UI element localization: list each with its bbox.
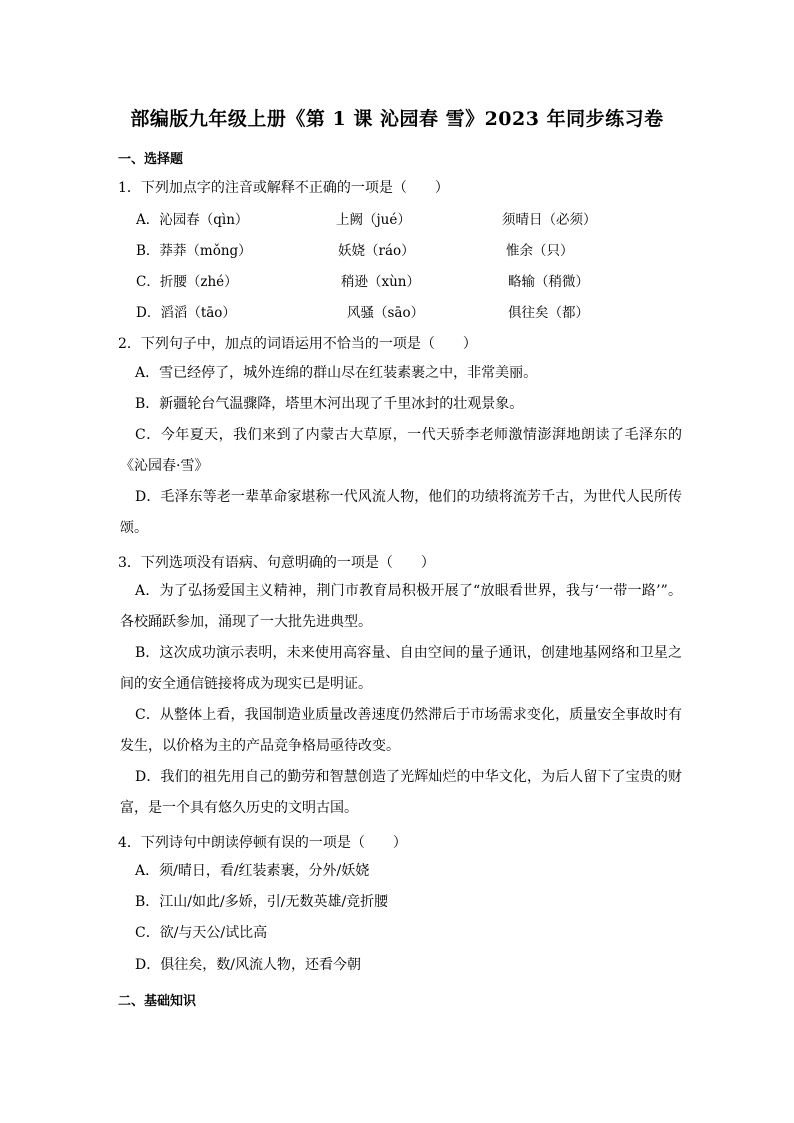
- q1-d-col1: D．滔滔（tāo）: [136, 305, 236, 321]
- question-4-option-a: A．须/晴日，看/红装素裹，分外/妖娆: [135, 863, 370, 879]
- question-1-row-a: [0, 208, 794, 230]
- question-2-option-d: D．毛泽东等老一辈革命家堪称一代风流人物，他们的功绩将流芳千古，为世代人民所传颂。: [120, 489, 682, 536]
- q1-b-col3: 惟余（只）: [506, 243, 574, 259]
- q1-c-col3: 略输（稍微）: [508, 274, 589, 290]
- question-3-option-d: D．我们的祖先用自己的勤劳和智慧创造了光辉灿烂的中华文化，为后人留下了宝贵的财富，是一个具有悠久历史的文明古国。: [120, 769, 682, 816]
- q1-d-col3: 俱往矣（都）: [508, 305, 589, 321]
- question-4-option-c: C．欲/与天公/试比高: [135, 925, 268, 941]
- question-3-option-c: C．从整体上看，我国制造业质量改善速度仍然滞后于市场需求变化，质量安全事故时有发生，以价格为主的产品竞争格局亟待改变。: [120, 707, 682, 754]
- question-3-option-a: A．为了弘扬爱国主义精神，荆门市教育局积极开展了“放眼看世界，我与‘一带一路’”。各校踊跃参加，涌现了一大批先进典型。: [120, 583, 682, 630]
- question-2-option-c: C．今年夏天，我们来到了内蒙古大草原，一代天骄李老师激情澎湃地朗读了毛泽东的《沁园春·雪》: [120, 427, 682, 474]
- q1-a-col3: 须晴日（必须）: [502, 212, 597, 228]
- question-1-row-c: [0, 270, 794, 292]
- question-3-stem: 3．下列选项没有语病、句意明确的一项是（ ）: [118, 555, 435, 571]
- q1-c-col1: C．折腰（zhé）: [136, 274, 238, 290]
- q1-b-col2: 妖娆（ráo）: [338, 243, 415, 259]
- section-heading-choice: 一、选择题: [118, 152, 184, 167]
- question-1-row-d: [0, 301, 794, 323]
- question-2-option-b: B．新疆轮台气温骤降，塔里木河出现了千里冰封的壮观景象。: [135, 396, 524, 412]
- q1-d-col2: 风骚（sāo）: [347, 305, 425, 321]
- q1-a-col1: A．沁园春（qìn）: [136, 212, 249, 228]
- question-2-stem: 2．下列句子中，加点的词语运用不恰当的一项是（ ）: [118, 336, 477, 352]
- question-2-option-a: A．雪已经停了，城外连绵的群山尽在红装素裹之中，非常美丽。: [135, 365, 538, 381]
- section-heading-basics: 二、基础知识: [118, 994, 197, 1009]
- question-4-option-d: D．俱往矣，数/风流人物，还看今朝: [135, 957, 361, 973]
- question-4-stem: 4．下列诗句中朗读停顿有误的一项是（ ）: [118, 835, 407, 851]
- q1-a-col2: 上阙（jué）: [336, 212, 411, 228]
- q1-c-col2: 稍逊（xùn）: [341, 274, 421, 290]
- question-1-row-b: [0, 239, 794, 261]
- page-title: 部编版九年级上册《第 1 课 沁园春 雪》2023 年同步练习卷: [130, 108, 664, 130]
- q1-b-col1: B．莽莽（mǒng）: [136, 243, 252, 259]
- question-1-stem: 1．下列加点字的注音或解释不正确的一项是（ ）: [118, 180, 449, 196]
- question-4-option-b: B．江山/如此/多娇，引/无数英雄/竞折腰: [135, 894, 389, 910]
- question-3-option-b: B．这次成功演示表明，未来使用高容量、自由空间的量子通讯，创建地基网络和卫星之间的安全通信链接将成为现实已是明证。: [120, 645, 682, 692]
